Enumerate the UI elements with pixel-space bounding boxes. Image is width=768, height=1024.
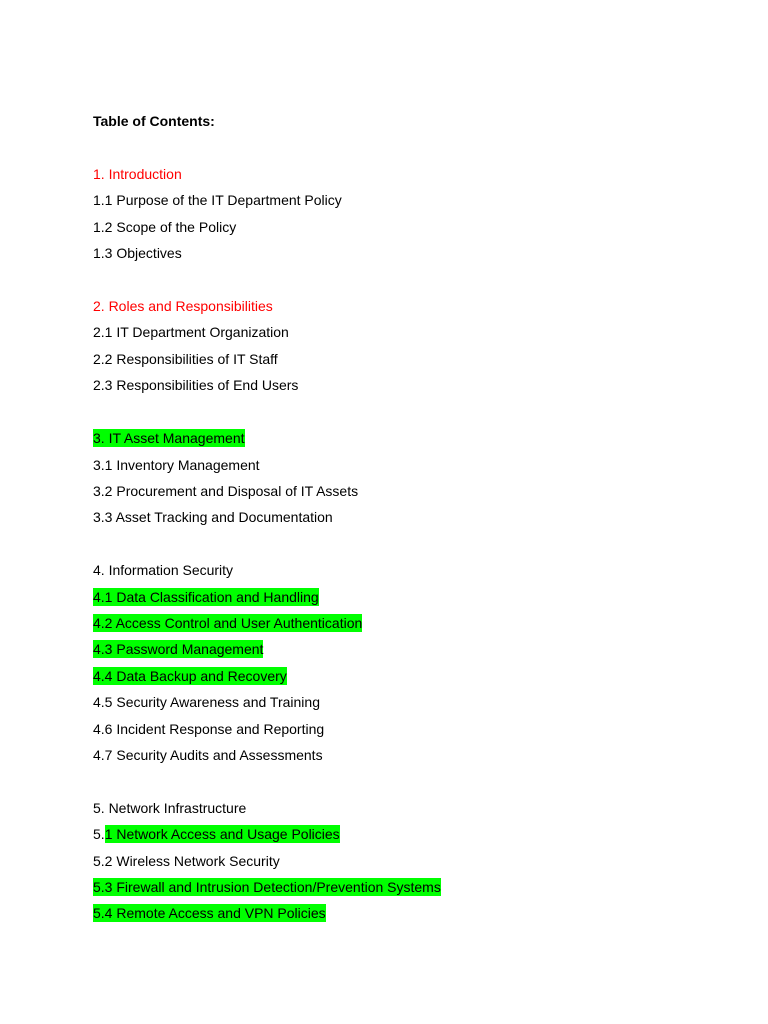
toc-entry: 2.3 Responsibilities of End Users	[93, 377, 299, 394]
highlighted-text: 5.4 Remote Access and VPN Policies	[93, 905, 326, 922]
toc-entry	[93, 667, 693, 693]
section-heading: 5. Network Infrastructure	[93, 799, 247, 816]
toc-section-network-infrastructure	[93, 799, 693, 931]
toc-entry: 3.2 Procurement and Disposal of IT Assets	[93, 482, 359, 499]
toc-entry: 1.2 Scope of the Policy	[93, 218, 237, 235]
toc-entry	[93, 878, 693, 904]
toc-entry: 1.3 Objectives	[93, 245, 182, 262]
table-of-contents	[93, 112, 693, 957]
toc-entry	[93, 825, 693, 851]
highlighted-text: 4.2 Access Control and User Authentication	[93, 614, 363, 631]
toc-entry: 3.1 Inventory Management	[93, 456, 260, 473]
toc-entry: 3.3 Asset Tracking and Documentation	[93, 509, 333, 526]
toc-entry: 4.6 Incident Response and Reporting	[93, 720, 325, 737]
toc-entry: 5.2 Wireless Network Security	[93, 852, 280, 869]
section-heading: 1. Introduction	[93, 166, 182, 182]
toc-entry	[93, 588, 693, 614]
toc-entry	[93, 640, 693, 666]
toc-entry: 4.5 Security Awareness and Training	[93, 694, 320, 711]
section-heading: 4. Information Security	[93, 562, 234, 579]
highlighted-text: 1 Network Access and Usage Policies	[104, 826, 340, 843]
plain-text: 5.	[93, 826, 105, 843]
section-heading	[93, 429, 693, 455]
toc-title: Table of Contents:	[93, 113, 215, 129]
toc-section-roles	[93, 297, 693, 403]
section-heading: 2. Roles and Responsibilities	[93, 298, 273, 315]
highlighted-text: 3. IT Asset Management	[93, 430, 245, 447]
toc-section-asset-management	[93, 429, 693, 535]
highlighted-text: 4.1 Data Classification and Handling	[93, 588, 319, 605]
toc-entry: 2.1 IT Department Organization	[93, 324, 289, 341]
highlighted-text: 5.3 Firewall and Intrusion Detection/Prevention Systems	[93, 878, 441, 895]
toc-entry: 1.1 Purpose of the IT Department Policy	[93, 192, 342, 209]
toc-entry: 2.2 Responsibilities of IT Staff	[93, 350, 278, 367]
highlighted-text: 4.4 Data Backup and Recovery	[93, 667, 287, 684]
highlighted-text: 4.3 Password Management	[93, 641, 264, 658]
toc-section-introduction	[93, 165, 693, 271]
toc-entry	[93, 904, 693, 930]
toc-section-information-security	[93, 561, 693, 772]
toc-entry	[93, 614, 693, 640]
toc-entry: 4.7 Security Audits and Assessments	[93, 746, 323, 763]
